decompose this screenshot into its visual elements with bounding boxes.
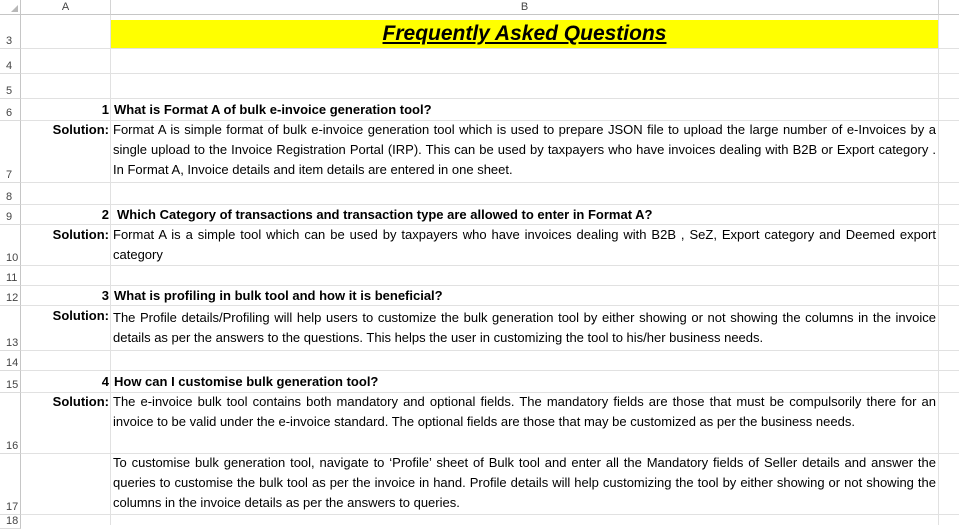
solution-label: Solution: — [52, 122, 109, 137]
question-text: Which Category of transactions and transaction type are allowed to enter in Format A? — [117, 207, 653, 222]
row-header[interactable]: 12 — [0, 286, 21, 306]
row-header[interactable]: 16 — [0, 393, 21, 454]
row-header[interactable]: 15 — [0, 371, 21, 393]
question-number: 2 — [101, 207, 109, 222]
page-title: Frequently Asked Questions — [382, 22, 667, 45]
gridline-row — [21, 98, 959, 99]
answer-text: The e-invoice bulk tool contains both mandatory and optional fields. The mandatory fields are those that must be compulsorily there for an invoice to be valid under the e-invoice standard. The optional fields are those that may be customized as per the business needs. — [113, 394, 936, 429]
row-header[interactable]: 8 — [0, 183, 21, 205]
answer-text: Format A is a simple tool which can be used by taxpayers who have invoices dealing with B2B , SeZ, Export category and Deemed export category — [113, 227, 936, 262]
gridline-row — [21, 350, 959, 351]
gridline-row — [21, 265, 959, 266]
solution-label: Solution: — [52, 308, 109, 323]
gridline-row — [21, 204, 959, 205]
answer-text-continued: To customise bulk generation tool, navigate to ‘Profile’ sheet of Bulk tool and enter all the Mandatory fields of Seller details and answer the queries to customise the bulk tool as per the invoice in hand. Profile details will help customizing the tool by either showing or not showing the columns in the invoice details as per the answers to queries. — [113, 455, 936, 510]
question-number: 4 — [101, 374, 109, 389]
gridline-row — [21, 73, 959, 74]
gridline-col-b — [938, 15, 939, 525]
question-text: What is profiling in bulk tool and how it is beneficial? — [114, 288, 443, 303]
row-header[interactable]: 10 — [0, 225, 21, 266]
gridline-row — [21, 285, 959, 286]
row-header[interactable]: 7 — [0, 121, 21, 183]
gridline-row — [21, 182, 959, 183]
gridline-col-a — [110, 15, 111, 525]
gridline-row — [21, 48, 959, 49]
row-header[interactable]: 5 — [0, 74, 21, 99]
answer-text: Format A is simple format of bulk e-invoice generation tool which is used to prepare JSON file to upload the large number of e-Invoices by a single upload to the Invoice Registration Portal (IRP). This can be used by taxpayers who have invoices dealing with B2B or Export category . In Format A, Invoice details and item details are entered in one sheet. — [113, 122, 936, 177]
gridline-row — [21, 305, 959, 306]
row-header[interactable]: 3 — [0, 15, 21, 49]
select-all-corner[interactable] — [0, 0, 21, 15]
question-text: How can I customise bulk generation tool? — [114, 374, 379, 389]
question-number: 1 — [101, 102, 109, 117]
column-header-a[interactable]: A — [21, 0, 111, 15]
question-number: 3 — [101, 288, 109, 303]
row-header[interactable]: 9 — [0, 205, 21, 225]
gridline-row — [21, 514, 959, 515]
solution-label: Solution: — [52, 227, 109, 242]
row-header[interactable]: 6 — [0, 99, 21, 121]
column-header-b[interactable]: B — [111, 0, 939, 15]
question-text: What is Format A of bulk e-invoice generation tool? — [114, 102, 432, 117]
row-header[interactable]: 11 — [0, 266, 21, 286]
row-header[interactable]: 14 — [0, 351, 21, 371]
row-header[interactable]: 18 — [0, 515, 21, 529]
row-header[interactable]: 17 — [0, 454, 21, 515]
answer-text: The Profile details/Profiling will help users to customize the bulk generation tool by either showing or not showing the columns in the invoice details as per the answers to the questions. This helps the user in customizing the tool to his/her business needs. — [113, 310, 936, 345]
column-header-c[interactable] — [939, 0, 959, 15]
row-header[interactable]: 13 — [0, 306, 21, 351]
solution-label: Solution: — [52, 394, 109, 409]
gridline-row — [21, 370, 959, 371]
row-header[interactable]: 4 — [0, 49, 21, 74]
